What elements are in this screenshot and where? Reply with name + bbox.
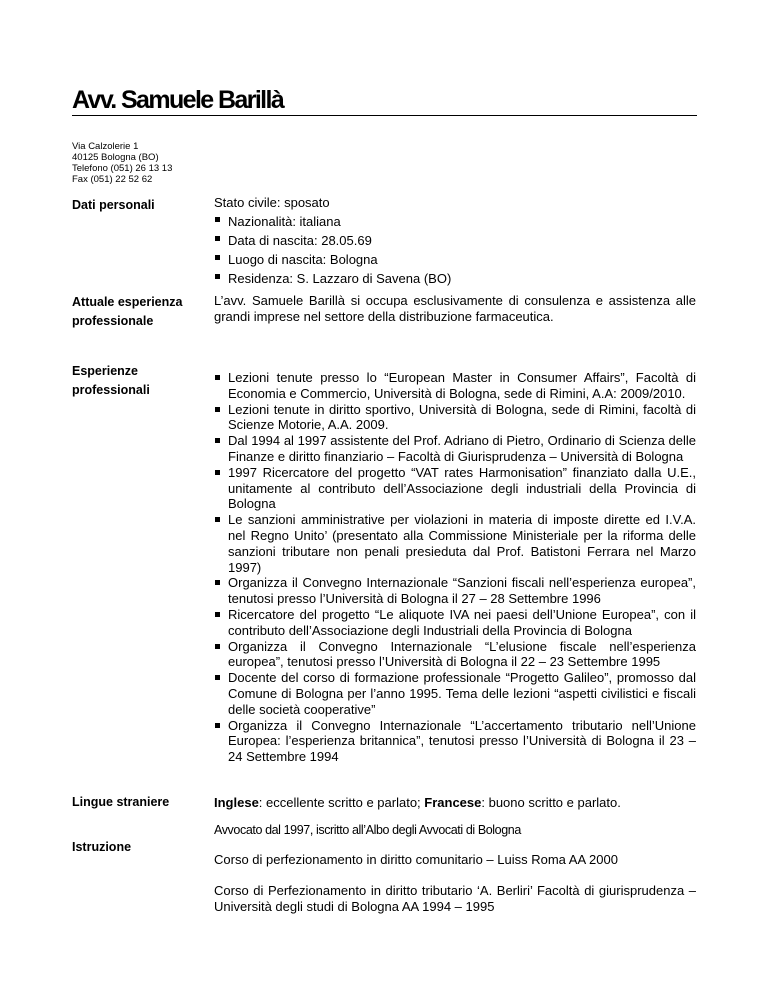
list-item-text: Residenza: S. Lazzaro di Savena (BO) (228, 271, 452, 286)
fax-number: Fax (051) 22 52 62 (72, 174, 153, 185)
list-item (214, 670, 696, 717)
list-item (214, 402, 696, 434)
list-item (214, 269, 696, 288)
label-line: Esperienze (72, 364, 139, 378)
marital-status: Stato civile: sposato (214, 195, 330, 210)
language-level: : buono scritto e parlato. (481, 795, 621, 810)
list-item (214, 465, 696, 512)
list-item (214, 231, 696, 250)
list-item (214, 575, 696, 607)
languages-text (214, 795, 696, 811)
section-label-languages: Lingue straniere (72, 795, 170, 809)
language-level: : eccellente scritto e parlato; (258, 795, 425, 810)
list-item-text: Organizza il Convegno Internazionale “L’accertamento tributario nell’Unione Europea: l’esperienza britannica”, tenutosi presso l’Università di Bologna il 23 – 24 Settembre 1994 (228, 717, 696, 765)
education-item: Avvocato dal 1997, iscritto all’Albo degli Avvocati di Bologna (214, 823, 521, 837)
list-item (214, 639, 696, 671)
list-item-text: Lezioni tenute in diritto sportivo, Università di Bologna, sede di Rimini, facoltà di Scienze Motorie, A.A. 2009. (228, 401, 696, 433)
current-experience-text: L’avv. Samuele Barillà si occupa esclusivamente di consulenza e assistenza alle grandi imprese nel settore della distribuzione farmaceutica. (214, 293, 696, 324)
label-line: Attuale esperienza (72, 295, 183, 309)
list-item-text: Nazionalità: italiana (228, 214, 341, 229)
list-item (214, 433, 696, 465)
address-city: 40125 Bologna (BO) (72, 152, 159, 163)
list-item (214, 512, 696, 575)
section-experience (214, 370, 696, 765)
section-label-personal: Dati personali (72, 198, 155, 212)
list-item-text: 1997 Ricercatore del progetto “VAT rates Harmonisation” finanziato dalla U.E., unitamente al contributo dell’Associazione degli industriali della Provincia di Bologna (228, 464, 696, 512)
language-name: Inglese (214, 795, 259, 810)
header-divider (72, 115, 697, 116)
list-item-text: Ricercatore del progetto “Le aliquote IVA nei paesi dell’Unione Europea”, con il contributo dell’Associazione degli Industriali della Provincia di Bologna (228, 606, 696, 638)
section-personal (214, 193, 696, 288)
list-item-text: Data di nascita: 28.05.69 (228, 233, 372, 248)
list-item-text: Lezioni tenute presso lo “European Master in Consumer Affairs”, Facoltà di Economia e Commercio, Università di Bologna, sede di Rimini, A.A: 2009/2010. (228, 370, 696, 401)
list-item (214, 718, 696, 765)
list-item-text: Dal 1994 al 1997 assistente del Prof. Adriano di Pietro, Ordinario di Scienza delle Finanze e diritto finanziario – Facoltà di Giurisprudenza – Università di Bologna (228, 433, 696, 464)
education-item: Corso di Perfezionamento in diritto tributario ‘A. Berliri’ Facoltà di giurisprudenza – Università degli studi di Bologna AA 1994 – 1995 (214, 883, 696, 914)
address-street: Via Calzolerie 1 (72, 141, 139, 152)
language-name: Francese (424, 795, 482, 810)
list-item-text: Organizza il Convegno Internazionale “L’elusione fiscale nell’esperienza europea”, tenutosi presso l’Università di Bologna il 22 – 23 Settembre 1995 (228, 638, 696, 670)
label-line: professionali (72, 383, 150, 397)
experience-list (214, 370, 696, 765)
list-item (214, 607, 696, 639)
section-label-current (72, 293, 182, 331)
contact-block (72, 141, 172, 185)
list-item-text: Docente del corso di formazione professionale “Progetto Galileo”, promosso dal Comune di Bologna per l’anno 1995. Tema delle lezioni “aspetti civilistici e fiscali delle società cooperative” (228, 670, 696, 717)
list-item (214, 212, 696, 231)
list-item-text: Le sanzioni amministrative per violazioni in materia di imposte dirette ed I.V.A. nel Regno Unito’ (presentato alla Commissione Ministeriale per la riforma delle sanzioni tributare non penali presieduta dal Prof. Batistoni Ferrara nel Marzo 1997) (228, 512, 696, 575)
list-item (214, 250, 696, 269)
section-label-education: Istruzione (72, 840, 132, 854)
label-line: professionale (72, 314, 154, 328)
list-item-text: Organizza il Convegno Internazionale “Sanzioni fiscali nell’esperienza europea”, tenutosi presso l’Università di Bologna il 27 – 28 Settembre 1996 (228, 575, 696, 607)
person-name: Avv. Samuele Barillà (72, 86, 284, 114)
section-label-experience (72, 362, 150, 400)
phone-number: Telefono (051) 26 13 13 (72, 163, 173, 174)
list-item (214, 370, 696, 402)
personal-list (214, 212, 696, 288)
education-item: Corso di perfezionamento in diritto comunitario – Luiss Roma AA 2000 (214, 852, 618, 867)
list-item-text: Luogo di nascita: Bologna (228, 252, 378, 267)
